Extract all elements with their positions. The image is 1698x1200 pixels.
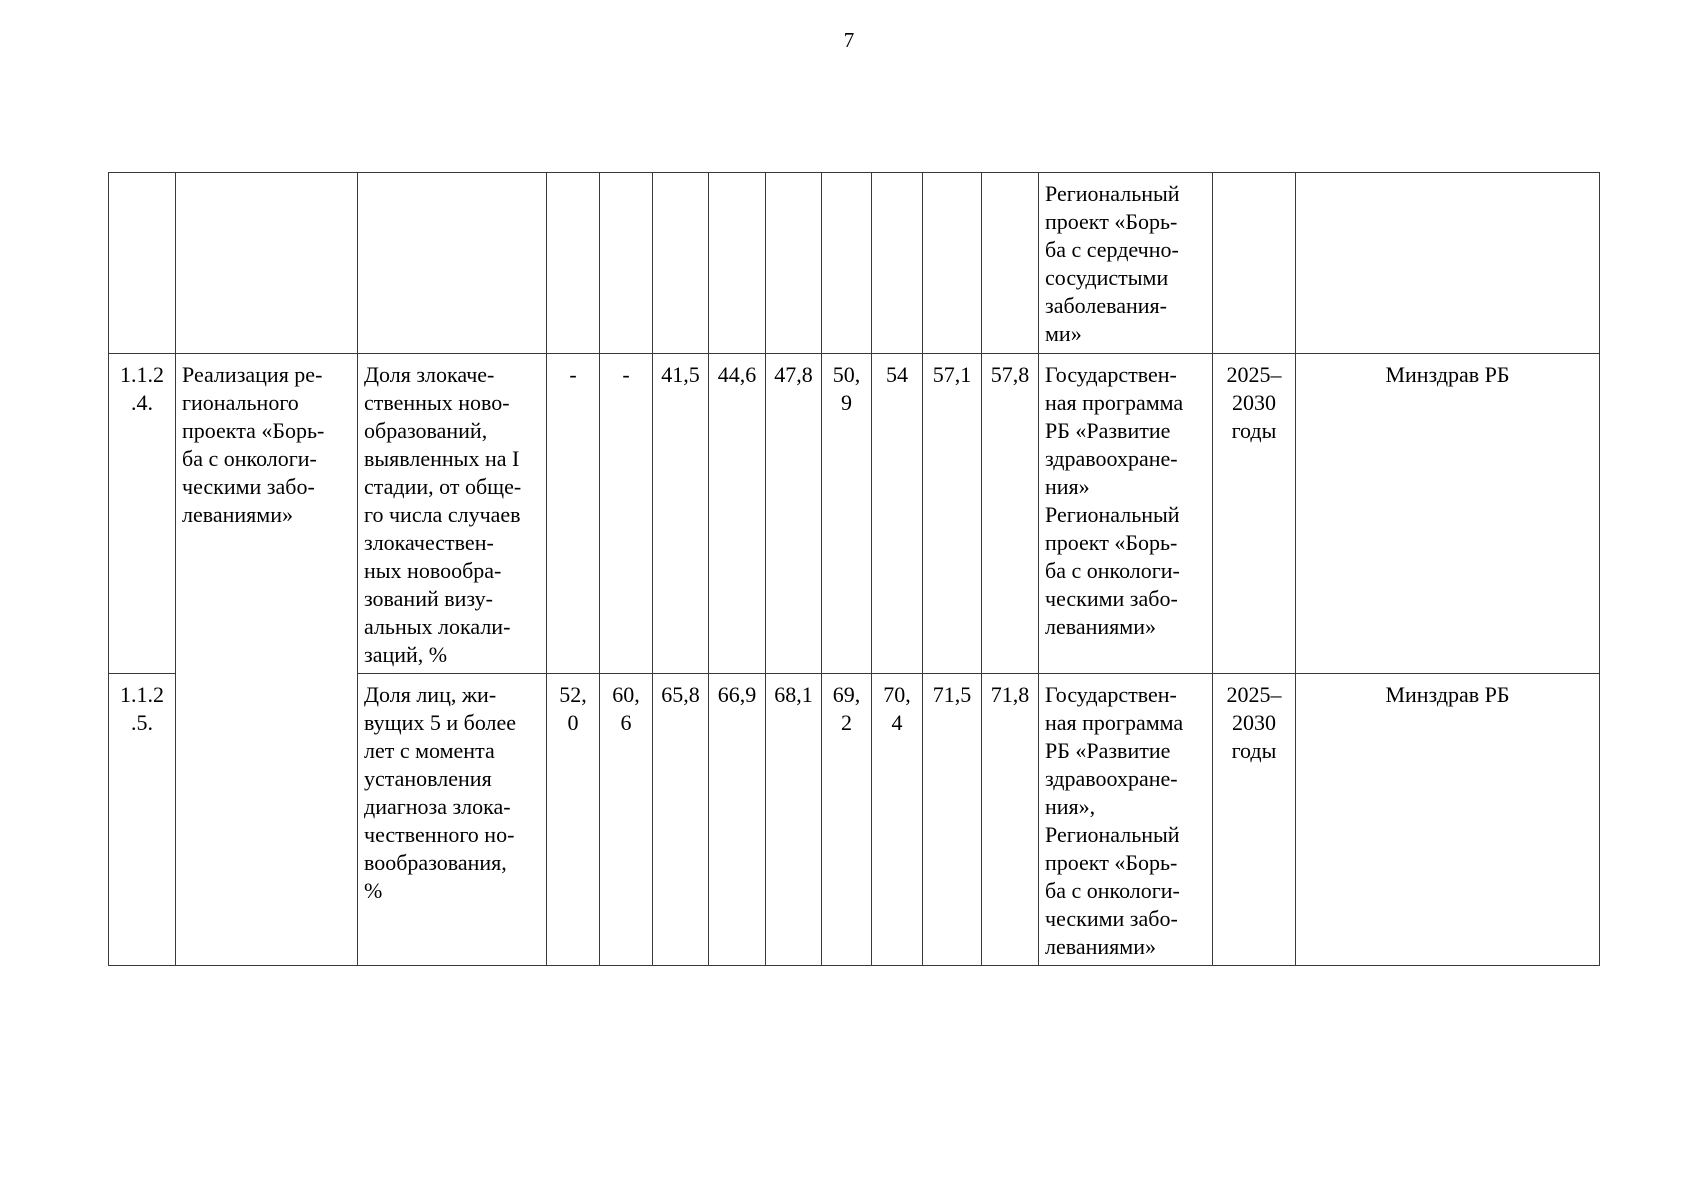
- value-cell: [653, 173, 709, 354]
- indicator-cell: Доля злокаче- ственных ново- образований, выявленных на I стадии, от обще- го числа случаев злокачествен- ных новообра- зований визу- альных локали- заций, %: [358, 354, 547, 674]
- value-cell: 47,8: [766, 354, 822, 674]
- value-cell: -: [547, 354, 600, 674]
- value-cell: 68,1: [766, 674, 822, 966]
- program-cell: Региональный проект «Борь- ба с сердечно- сосудистыми заболевания- ми»: [1039, 173, 1213, 354]
- program-table: [108, 172, 1600, 966]
- value-cell: -: [600, 354, 653, 674]
- value-cell: [766, 173, 822, 354]
- value-cell: [709, 173, 766, 354]
- value-cell: [600, 173, 653, 354]
- event-cell: [176, 173, 358, 354]
- value-cell: 57,8: [982, 354, 1039, 674]
- value-cell: 50, 9: [822, 354, 872, 674]
- value-cell: [872, 173, 923, 354]
- row-number-cell: 1.1.2 .5.: [109, 674, 176, 966]
- period-cell: 2025– 2030 годы: [1213, 354, 1296, 674]
- value-cell: 54: [872, 354, 923, 674]
- value-cell: 52, 0: [547, 674, 600, 966]
- value-cell: 71,8: [982, 674, 1039, 966]
- value-cell: 66,9: [709, 674, 766, 966]
- executor-cell: Минздрав РБ: [1296, 674, 1600, 966]
- period-cell: [1213, 173, 1296, 354]
- indicator-cell: [358, 173, 547, 354]
- value-cell: [822, 173, 872, 354]
- row-number-cell: [109, 173, 176, 354]
- value-cell: 69, 2: [822, 674, 872, 966]
- executor-cell: Минздрав РБ: [1296, 354, 1600, 674]
- table-row: [109, 354, 1600, 674]
- indicator-cell: Доля лиц, жи- вущих 5 и более лет с момента установления диагноза злока- чественного но- вообразования, %: [358, 674, 547, 966]
- value-cell: [923, 173, 982, 354]
- value-cell: 41,5: [653, 354, 709, 674]
- value-cell: 60, 6: [600, 674, 653, 966]
- program-cell: Государствен- ная программа РБ «Развитие здравоохране- ния» Региональный проект «Борь- ба с онкологи- ческими забо- леваниями»: [1039, 354, 1213, 674]
- value-cell: [547, 173, 600, 354]
- value-cell: 44,6: [709, 354, 766, 674]
- page-number: 7: [843, 28, 855, 52]
- row-number-cell: 1.1.2 .4.: [109, 354, 176, 674]
- value-cell: 71,5: [923, 674, 982, 966]
- value-cell: [982, 173, 1039, 354]
- period-cell: 2025– 2030 годы: [1213, 674, 1296, 966]
- executor-cell: [1296, 173, 1600, 354]
- event-cell: Реализация ре- гионального проекта «Борь- ба с онкологи- ческими забо- леваниями»: [176, 354, 358, 966]
- program-cell: Государствен- ная программа РБ «Развитие здравоохране- ния», Региональный проект «Борь- ба с онкологи- ческими забо- леваниями»: [1039, 674, 1213, 966]
- value-cell: 65,8: [653, 674, 709, 966]
- table-row: [109, 173, 1600, 354]
- value-cell: 57,1: [923, 354, 982, 674]
- value-cell: 70, 4: [872, 674, 923, 966]
